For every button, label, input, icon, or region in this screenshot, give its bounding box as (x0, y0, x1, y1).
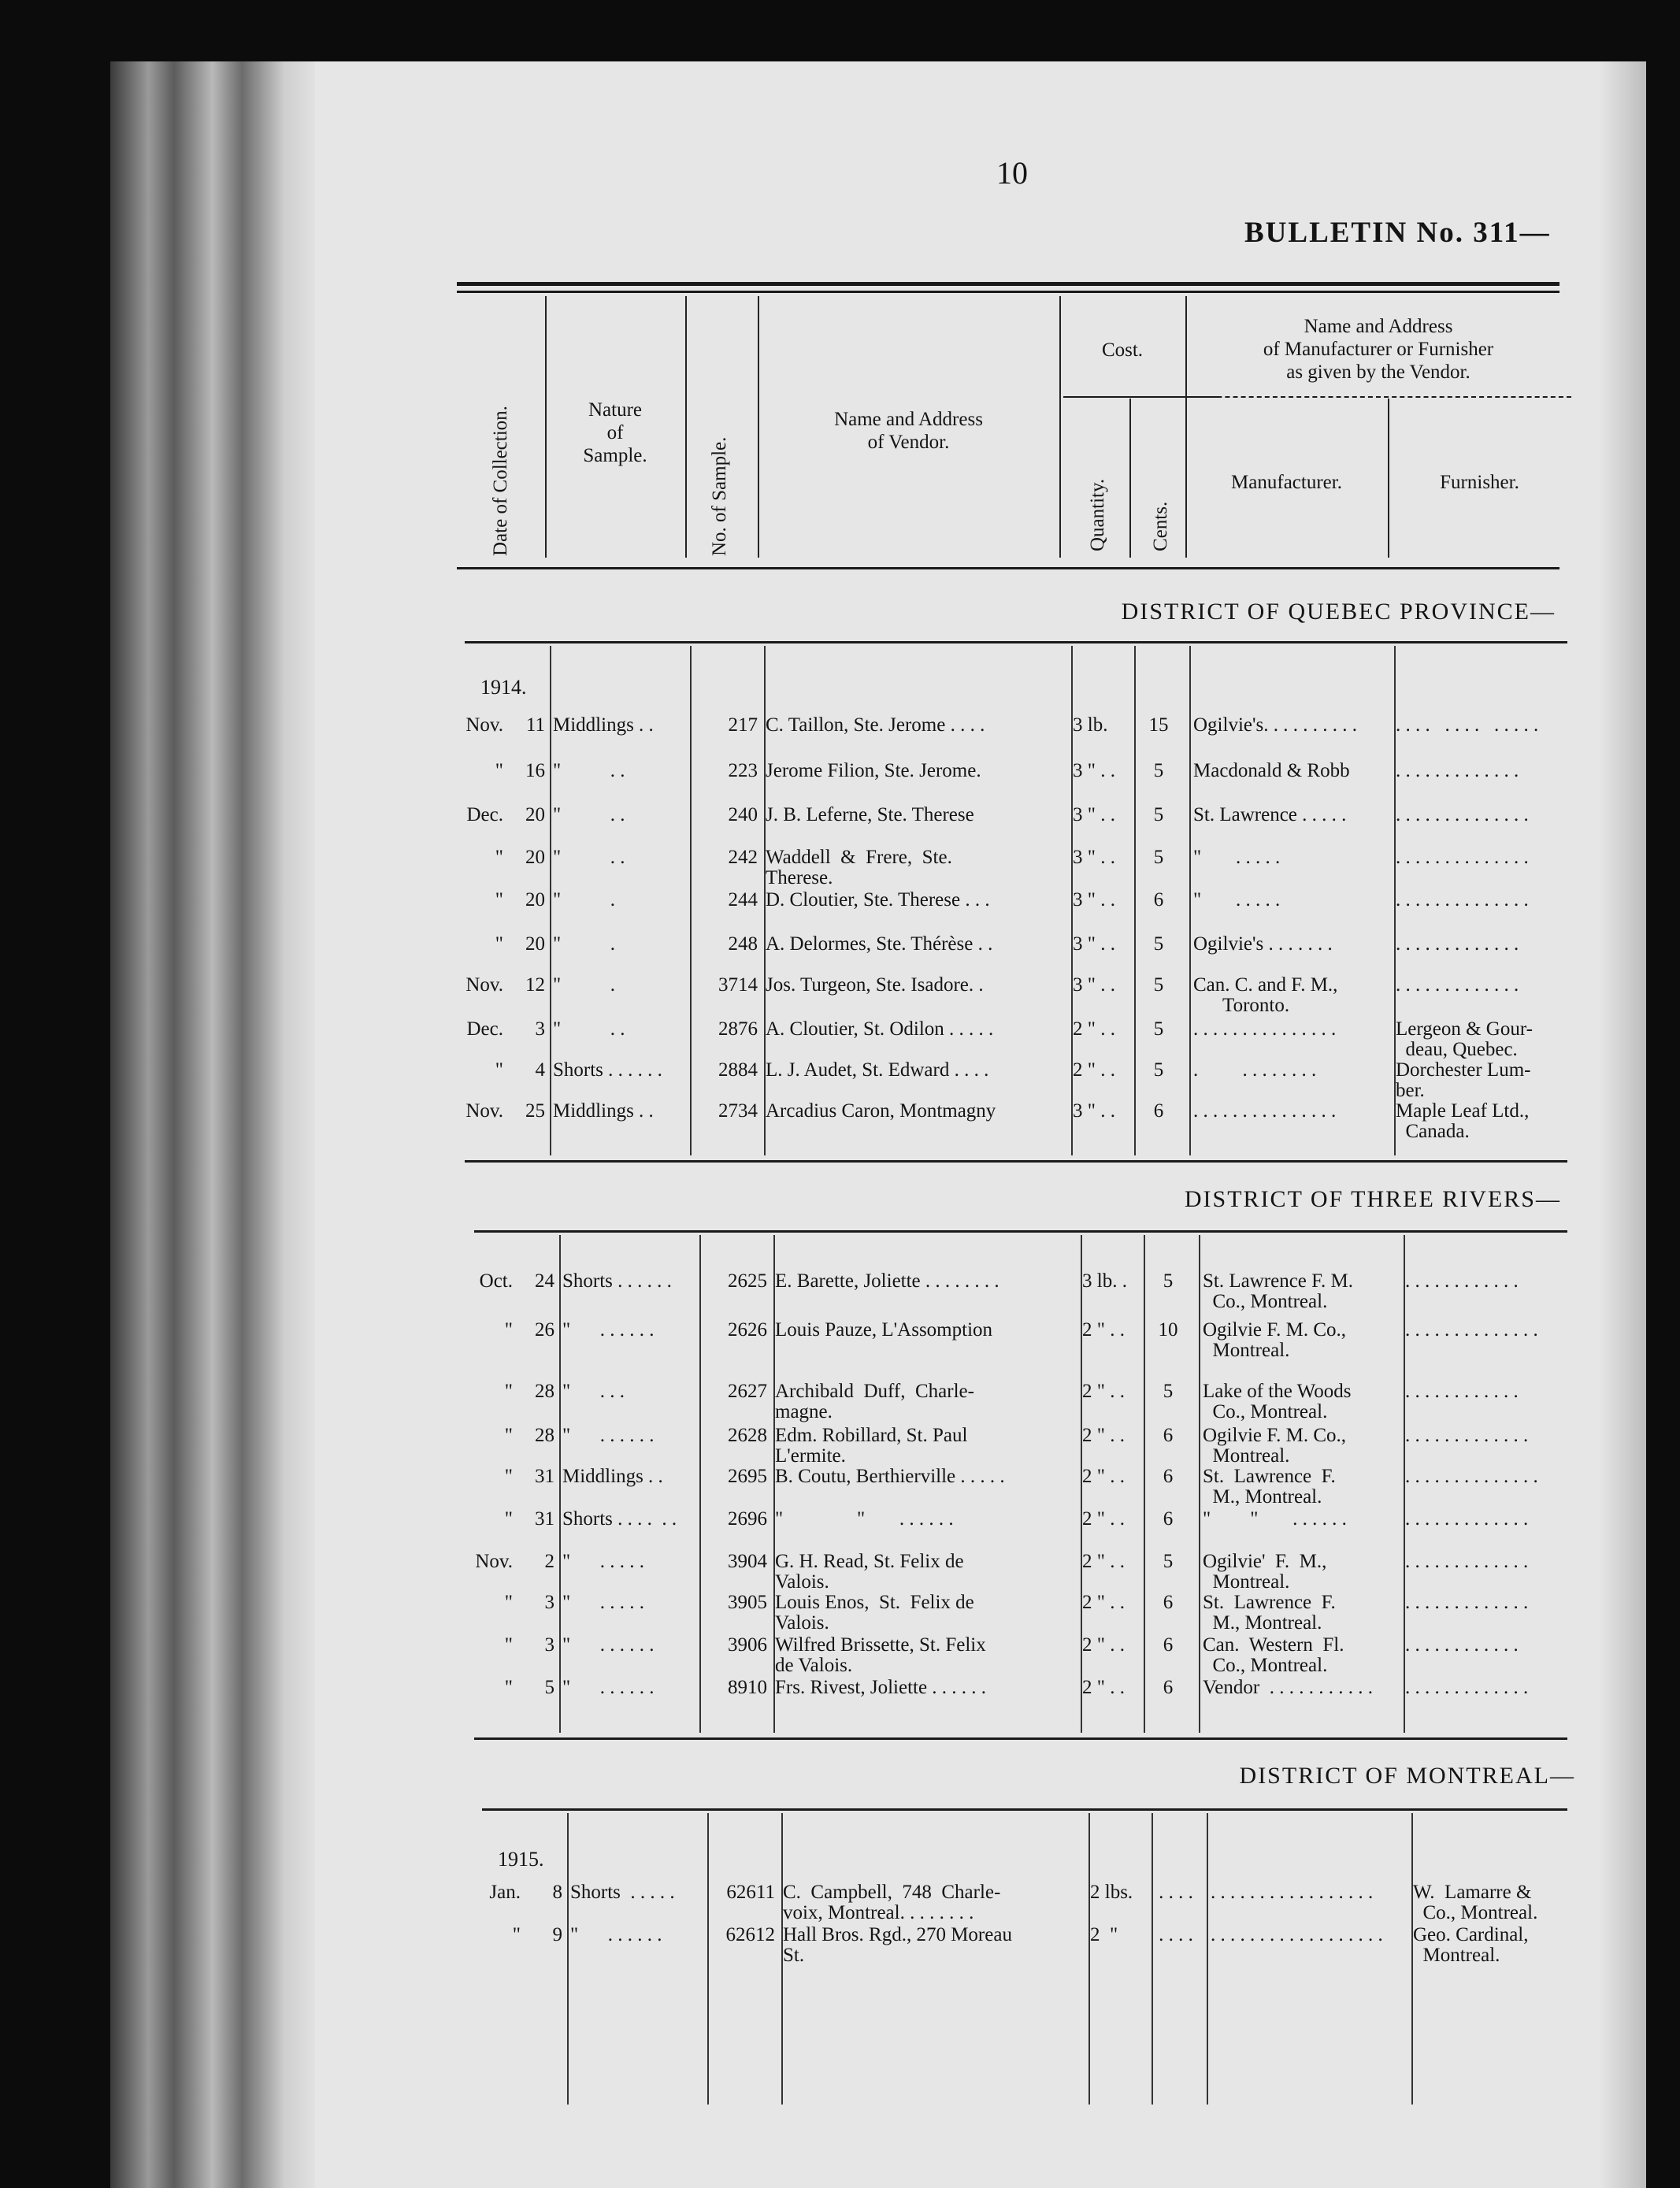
column-rule (559, 1235, 561, 1733)
row-vendor: D. Cloutier, Ste. Therese . . . (766, 890, 990, 910)
row-furnisher: . . . . . . . . . . . . . (1405, 1426, 1529, 1446)
row-manufacturer: Can. C. and F. M., Toronto. (1193, 975, 1338, 1016)
row-manufacturer: Ogilvie F. M. Co., Montreal. (1203, 1426, 1347, 1467)
row-quantity: 3 " . . (1073, 761, 1115, 781)
row-cents: 6 (1153, 1101, 1164, 1122)
document-page (315, 61, 1646, 2188)
row-day: 31 (535, 1467, 554, 1487)
row-manufacturer: St. Lawrence F. M., Montreal. (1203, 1593, 1336, 1634)
row-day: 5 (544, 1678, 554, 1698)
row-cents: 5 (1163, 1271, 1174, 1292)
row-sample-number: 2696 (728, 1509, 767, 1530)
section-title: DISTRICT OF QUEBEC PROVINCE— (1121, 599, 1556, 625)
row-nature: Middlings . . (553, 715, 654, 736)
column-rule (707, 1813, 709, 2105)
row-nature: Middlings . . (553, 1101, 654, 1122)
row-vendor: Edm. Robillard, St. Paul L'ermite. (775, 1426, 968, 1467)
bulletin-title: BULLETIN No. 311— (1244, 217, 1551, 249)
row-sample-number: 2884 (718, 1060, 758, 1081)
row-furnisher: . . . . . . . . . . . . . . (1396, 890, 1529, 910)
row-sample-number: 3714 (718, 975, 758, 996)
header-bottom-rule (457, 567, 1559, 569)
row-quantity: 2 " . . (1082, 1635, 1125, 1656)
row-vendor: Louis Enos, St. Felix de Valois. (775, 1593, 974, 1634)
row-cents: 5 (1163, 1381, 1174, 1402)
row-vendor: Waddell & Frere, Ste. Therese. (766, 847, 952, 888)
row-sample-number: 2734 (718, 1101, 758, 1122)
row-cents: . . . . (1159, 1925, 1193, 1945)
row-furnisher: . . . . . . . . . . . . . (1405, 1593, 1529, 1613)
row-furnisher: Lergeon & Gour- deau, Quebec. (1396, 1019, 1533, 1060)
row-month: Nov. (475, 1552, 513, 1572)
header-number: No. of Sample. (709, 436, 730, 556)
row-manufacturer: St. Lawrence . . . . . (1193, 805, 1347, 825)
row-nature: " . . . . . . (562, 1635, 655, 1656)
row-sample-number: 2695 (728, 1467, 767, 1487)
row-day: 25 (525, 1101, 545, 1122)
row-sample-number: 2627 (728, 1381, 767, 1402)
row-cents: 15 (1148, 715, 1169, 736)
row-month: Jan. (489, 1882, 521, 1903)
row-vendor: " " . . . . . . (775, 1509, 954, 1530)
row-sample-number: 62612 (725, 1925, 775, 1945)
row-day: 20 (525, 890, 545, 910)
row-quantity: 2 " . . (1082, 1552, 1125, 1572)
column-rule (1207, 1813, 1208, 2105)
row-furnisher: . . . . . . . . . . . . . . (1396, 805, 1529, 825)
row-sample-number: 244 (728, 890, 758, 910)
row-furnisher: . . . . . . . . . . . . . . (1396, 847, 1529, 868)
column-rule (567, 1813, 569, 2105)
header-manufacturer: Manufacturer. (1231, 472, 1342, 493)
row-sample-number: 8910 (728, 1678, 767, 1698)
row-vendor: Frs. Rivest, Joliette . . . . . . (775, 1678, 987, 1698)
row-cents: 5 (1153, 1019, 1164, 1040)
row-nature: Shorts . . . . . . (553, 1060, 662, 1081)
row-vendor: E. Barette, Joliette . . . . . . . . (775, 1271, 999, 1292)
row-manufacturer: St. Lawrence F. M., Montreal. (1203, 1467, 1336, 1507)
row-cents: 5 (1153, 805, 1164, 825)
row-furnisher: . . . . . . . . . . . . (1405, 1635, 1519, 1656)
row-quantity: 3 " . . (1073, 934, 1115, 955)
row-month: Nov. (465, 1101, 503, 1122)
row-day: 26 (535, 1320, 554, 1341)
row-sample-number: 240 (728, 805, 758, 825)
row-furnisher: Geo. Cardinal, Montreal. (1413, 1925, 1529, 1966)
row-month: Nov. (465, 975, 503, 996)
header-date: Date of Collection. (490, 406, 511, 556)
page-edge-stack (110, 61, 323, 2188)
row-quantity: 3 " . . (1073, 847, 1115, 868)
row-furnisher: W. Lamarre & Co., Montreal. (1413, 1882, 1538, 1923)
row-month: " (504, 1593, 513, 1613)
row-month: Dec. (466, 805, 503, 825)
row-quantity: 2 " . . (1082, 1593, 1125, 1613)
row-cents: 6 (1163, 1593, 1174, 1613)
row-day: 11 (525, 715, 545, 736)
row-day: 9 (552, 1925, 562, 1945)
row-manufacturer: . . . . . . . . . . . . . . . . . (1211, 1882, 1374, 1903)
row-vendor: A. Cloutier, St. Odilon . . . . . (766, 1019, 994, 1040)
row-month: " (495, 890, 503, 910)
row-manufacturer: Ogilvie's . . . . . . . (1193, 934, 1333, 955)
row-sample-number: 3904 (728, 1552, 767, 1572)
row-nature: " . . . . . . (562, 1678, 655, 1698)
row-vendor: Jos. Turgeon, Ste. Isadore. . (766, 975, 984, 996)
header-cents: Cents. (1150, 501, 1171, 551)
row-cents: 5 (1153, 975, 1164, 996)
row-cents: 5 (1153, 847, 1164, 868)
row-month: " (504, 1509, 513, 1530)
row-nature: Shorts . . . . . . (562, 1271, 672, 1292)
row-nature: " . . (553, 805, 625, 825)
section-bottom-rule (474, 1737, 1567, 1740)
column-rule (1152, 1813, 1153, 2105)
row-sample-number: 223 (728, 761, 758, 781)
header-cost: Cost. (1101, 339, 1144, 361)
column-rule (1088, 1813, 1090, 2105)
row-manufacturer: Macdonald & Robb (1193, 761, 1350, 781)
row-nature: " . . . . . (562, 1593, 644, 1613)
row-day: 28 (535, 1426, 554, 1446)
row-furnisher: . . . . . . . . . . . . . (1396, 975, 1519, 996)
year-label: 1915. (498, 1848, 544, 1871)
row-nature: Middlings . . (562, 1467, 663, 1487)
header-vendor: Name and Address of Vendor. (834, 409, 983, 453)
row-furnisher: Dorchester Lum- ber. (1396, 1060, 1531, 1101)
row-month: Nov. (465, 715, 503, 736)
row-cents: 6 (1163, 1509, 1174, 1530)
row-furnisher: . . . . . . . . . . . . . (1396, 715, 1539, 736)
row-vendor: L. J. Audet, St. Edward . . . . (766, 1060, 989, 1081)
row-month: Oct. (479, 1271, 513, 1292)
row-day: 3 (535, 1019, 545, 1040)
row-vendor: Arcadius Caron, Montmagny (766, 1101, 996, 1122)
row-sample-number: 2876 (718, 1019, 758, 1040)
row-manufacturer: " . . . . . (1193, 847, 1281, 868)
row-furnisher: . . . . . . . . . . . . (1405, 1271, 1519, 1292)
row-day: 28 (535, 1381, 554, 1402)
row-sample-number: 217 (728, 715, 758, 736)
row-cents: 5 (1153, 761, 1164, 781)
row-month: " (504, 1678, 513, 1698)
row-sample-number: 3906 (728, 1635, 767, 1656)
row-manufacturer: . . . . . . . . . . . . . . . . . . (1211, 1925, 1383, 1945)
row-vendor: A. Delormes, Ste. Thérèse . . (766, 934, 993, 955)
row-vendor: B. Coutu, Berthierville . . . . . (775, 1467, 1005, 1487)
row-sample-number: 242 (728, 847, 758, 868)
row-sample-number: 2628 (728, 1426, 767, 1446)
row-day: 8 (552, 1882, 562, 1903)
row-quantity: 2 " . . (1082, 1381, 1125, 1402)
column-rule (1189, 646, 1191, 1155)
row-vendor: Jerome Filion, Ste. Jerome. (766, 761, 981, 781)
row-nature: " . (553, 975, 615, 996)
row-vendor: G. H. Read, St. Felix de Valois. (775, 1552, 964, 1593)
row-day: 20 (525, 805, 545, 825)
row-quantity: 2 lbs. (1090, 1882, 1133, 1903)
row-manufacturer: Ogilvie's. . . . . . . . . . (1193, 715, 1357, 736)
row-nature: Shorts . . . . . (570, 1882, 675, 1903)
row-month: " (504, 1320, 513, 1341)
row-nature: " . . . . . . (570, 1925, 662, 1945)
row-furnisher: . . . . . . . . . . . . . (1405, 1678, 1529, 1698)
row-cents: 10 (1158, 1320, 1178, 1341)
header-nature: Nature of Sample. (583, 399, 647, 466)
row-nature: " . . . (562, 1381, 625, 1402)
row-vendor: C. Campbell, 748 Charle- voix, Montreal. . . . . . . . (783, 1882, 1001, 1923)
row-day: 20 (525, 934, 545, 955)
row-month: " (504, 1467, 513, 1487)
row-quantity: 2 " (1090, 1925, 1118, 1945)
row-day: 24 (535, 1271, 554, 1292)
row-sample-number: 248 (728, 934, 758, 955)
year-label: 1914. (480, 676, 527, 699)
row-day: 3 (544, 1593, 554, 1613)
row-nature: " . . (553, 1019, 625, 1040)
section-rule (465, 641, 1567, 643)
row-month: " (512, 1925, 521, 1945)
row-furnisher: . . . . . . . . . . . . . (1405, 1509, 1529, 1530)
row-quantity: 3 " . . (1073, 890, 1115, 910)
row-month: " (504, 1635, 513, 1656)
row-manufacturer: " " . . . . . . (1203, 1509, 1347, 1530)
row-day: 4 (535, 1060, 545, 1081)
row-month: " (495, 934, 503, 955)
row-manufacturer: " . . . . . (1193, 890, 1281, 910)
row-day: 31 (535, 1509, 554, 1530)
row-sample-number: 62611 (726, 1882, 775, 1903)
page-number: 10 (996, 155, 1028, 191)
row-manufacturer: Ogilvie F. M. Co., Montreal. (1203, 1320, 1347, 1361)
row-vendor: Louis Pauze, L'Assomption (775, 1320, 993, 1341)
row-quantity: 2 " . . (1073, 1019, 1115, 1040)
row-cents: 6 (1163, 1467, 1174, 1487)
row-manufacturer: Can. Western Fl. Co., Montreal. (1203, 1635, 1344, 1676)
row-day: 20 (525, 847, 545, 868)
row-nature: Shorts . . . . . . (562, 1509, 677, 1530)
header-maker: Name and Address of Manufacturer or Furnisher as given by the Vendor. (1263, 316, 1494, 383)
column-rule (1199, 1235, 1200, 1733)
row-sample-number: 3905 (728, 1593, 767, 1613)
row-day: 3 (544, 1635, 554, 1656)
row-nature: " . (553, 934, 615, 955)
row-vendor: J. B. Leferne, Ste. Therese (766, 805, 974, 825)
row-quantity: 2 " . . (1082, 1467, 1125, 1487)
row-cents: . . . . (1159, 1882, 1193, 1903)
row-month: " (495, 761, 503, 781)
row-sample-number: 2625 (728, 1271, 767, 1292)
section-title: DISTRICT OF THREE RIVERS— (1184, 1186, 1561, 1212)
row-quantity: 2 " . . (1082, 1678, 1125, 1698)
row-nature: " . . (553, 761, 625, 781)
row-day: 16 (525, 761, 545, 781)
row-manufacturer: . . . . . . . . . (1193, 1060, 1317, 1081)
row-furnisher: Maple Leaf Ltd., Canada. (1396, 1101, 1530, 1142)
row-day: 12 (525, 975, 545, 996)
row-cents: 5 (1153, 934, 1164, 955)
row-quantity: 3 " . . (1073, 1101, 1115, 1122)
section-rule (482, 1808, 1567, 1811)
row-sample-number: 2626 (728, 1320, 767, 1341)
row-quantity: 3 lb. . (1082, 1271, 1127, 1292)
row-nature: " . . . . . (562, 1552, 644, 1572)
row-quantity: 3 lb. (1073, 715, 1108, 736)
row-furnisher: . . . . . . . . . . . . (1405, 1381, 1519, 1402)
row-manufacturer: Vendor . . . . . . . . . . . (1203, 1678, 1373, 1698)
row-cents: 6 (1163, 1426, 1174, 1446)
row-quantity: 2 " . . (1082, 1509, 1125, 1530)
header-quantity: Quantity. (1087, 478, 1108, 551)
row-month: " (495, 847, 503, 868)
row-furnisher: . . . . . . . . . . . . . . (1405, 1467, 1538, 1487)
row-nature: " . . . . . . (562, 1426, 655, 1446)
row-nature: " . . . . . . (562, 1320, 655, 1341)
row-cents: 6 (1163, 1635, 1174, 1656)
row-nature: " . . (553, 847, 625, 868)
row-vendor: Hall Bros. Rgd., 270 Moreau St. (783, 1925, 1012, 1966)
row-furnisher: . . . . . . . . . . . . . . (1405, 1320, 1538, 1341)
column-rule (550, 646, 551, 1155)
row-manufacturer: . . . . . . . . . . . . . . . (1193, 1019, 1337, 1040)
row-manufacturer: Ogilvie' F. M., Montreal. (1203, 1552, 1327, 1593)
header-top-rule (457, 282, 1559, 293)
row-quantity: 3 " . . (1073, 805, 1115, 825)
section-bottom-rule (465, 1160, 1567, 1163)
row-quantity: 2 " . . (1082, 1320, 1125, 1341)
row-manufacturer: St. Lawrence F. M. Co., Montreal. (1203, 1271, 1354, 1312)
maker-divider (1185, 396, 1571, 398)
row-furnisher: . . . . . . . . . . . . . (1405, 1552, 1529, 1572)
row-vendor: Archibald Duff, Charle- magne. (775, 1381, 974, 1422)
row-month: Dec. (466, 1019, 503, 1040)
row-vendor: C. Taillon, Ste. Jerome . . . . (766, 715, 985, 736)
row-month: " (495, 1060, 503, 1081)
section-title: DISTRICT OF MONTREAL— (1239, 1763, 1575, 1789)
row-furnisher: . . . . . . . . . . . . . (1396, 761, 1519, 781)
row-nature: " . (553, 890, 615, 910)
row-vendor: Wilfred Brissette, St. Felix de Valois. (775, 1635, 986, 1676)
row-cents: 6 (1153, 890, 1164, 910)
row-month: " (504, 1426, 513, 1446)
row-cents: 6 (1163, 1678, 1174, 1698)
row-manufacturer: Lake of the Woods Co., Montreal. (1203, 1381, 1352, 1422)
row-furnisher: . . . . . . . . . . . . . (1396, 934, 1519, 955)
row-manufacturer: . . . . . . . . . . . . . . . (1193, 1101, 1337, 1122)
row-month: " (504, 1381, 513, 1402)
row-quantity: 3 " . . (1073, 975, 1115, 996)
row-cents: 5 (1163, 1552, 1174, 1572)
row-cents: 5 (1153, 1060, 1164, 1081)
section-rule (474, 1230, 1567, 1233)
row-day: 2 (544, 1552, 554, 1572)
row-quantity: 2 " . . (1082, 1426, 1125, 1446)
header-furnisher: Furnisher. (1440, 472, 1519, 493)
row-quantity: 2 " . . (1073, 1060, 1115, 1081)
